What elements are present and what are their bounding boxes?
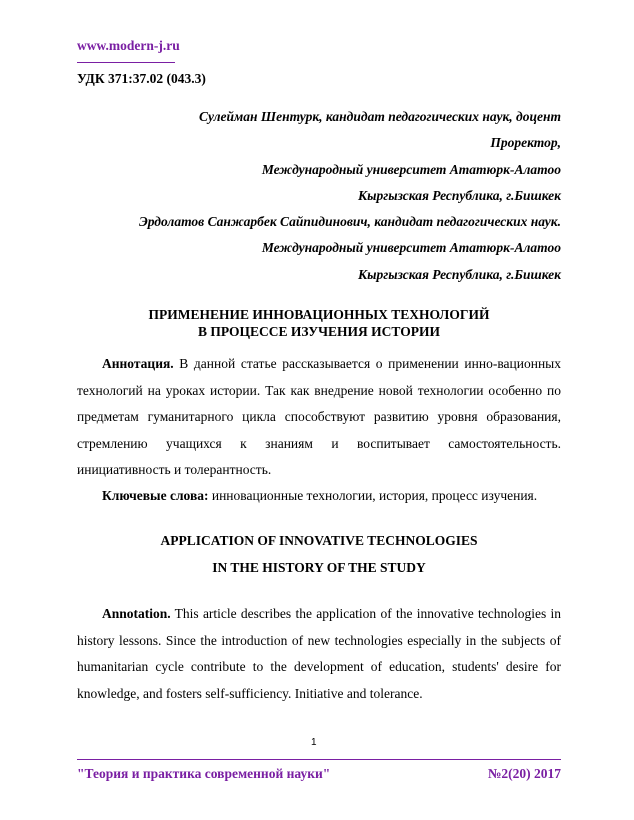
- page-number: 1: [311, 737, 317, 748]
- abstract-ru-text: В данной статье рассказывается о применении инно-вационных технологий на уроках истории. Так как внедрение новой технологии особенно по предметам гуманитарного цикла способствуют развитию уровня образования, стремлению учащихся к знаниям и воспитывает самостоятельность. инициативность и толерантность.: [77, 356, 561, 477]
- site-url-link[interactable]: www.modern-j.ru: [77, 38, 180, 53]
- title-ru-line-1: ПРИМЕНЕНИЕ ИННОВАЦИОННЫХ ТЕХНОЛОГИЙ: [148, 307, 490, 322]
- title-en-line-2: IN THE HISTORY OF THE STUDY: [212, 559, 426, 575]
- footer-divider: [77, 759, 561, 760]
- author-line: Сулейман Шентурк, кандидат педагогических наук, доцент: [198, 109, 561, 124]
- author-line: Международный университет Ататюрк-Алатоо: [261, 161, 561, 177]
- article-title-en: [77, 528, 561, 581]
- keywords-ru: [77, 483, 561, 510]
- title-ru-line-2: В ПРОЦЕССЕ ИЗУЧЕНИЯ ИСТОРИИ: [198, 324, 440, 339]
- header-divider: [77, 62, 175, 63]
- journal-title: "Теория и практика современной науки": [77, 766, 331, 781]
- author-line: Кыргызская Республика, г.Бишкек: [358, 266, 561, 282]
- author-line: Эрдолатов Санжарбек Сайпидинович, кандидат педагогических наук.: [138, 214, 561, 230]
- article-title-ru: [77, 306, 561, 340]
- abstract-en: [77, 601, 561, 707]
- keywords-ru-text: инновационные технологии, история, процесс изучения.: [208, 488, 538, 503]
- abstract-en-text: This article describes the application of the innovative technologies in history lessons. Since the introduction of new technologies especially in the subjects of humanitarian cycle contribute to the development of education, students' desire for knowledge, and fosters self-sufficiency. Initiative and tolerance.: [77, 606, 561, 701]
- author-line: Проректор,: [490, 135, 561, 151]
- udk-code: УДК 371:37.02 (043.3): [77, 71, 206, 86]
- abstract-ru: [77, 351, 561, 484]
- title-en-line-1: APPLICATION OF INNOVATIVE TECHNOLOGIES: [160, 533, 478, 548]
- journal-issue: №2(20) 2017: [487, 766, 561, 781]
- author-line: Кыргызская Республика, г.Бишкек: [358, 187, 561, 203]
- abstract-en-label: Annotation.: [102, 606, 171, 621]
- author-block: [77, 104, 561, 288]
- abstract-ru-label: Аннотация.: [102, 356, 174, 371]
- author-line: Международный университет Ататюрк-Алатоо: [261, 240, 561, 256]
- keywords-ru-label: Ключевые слова:: [102, 488, 209, 503]
